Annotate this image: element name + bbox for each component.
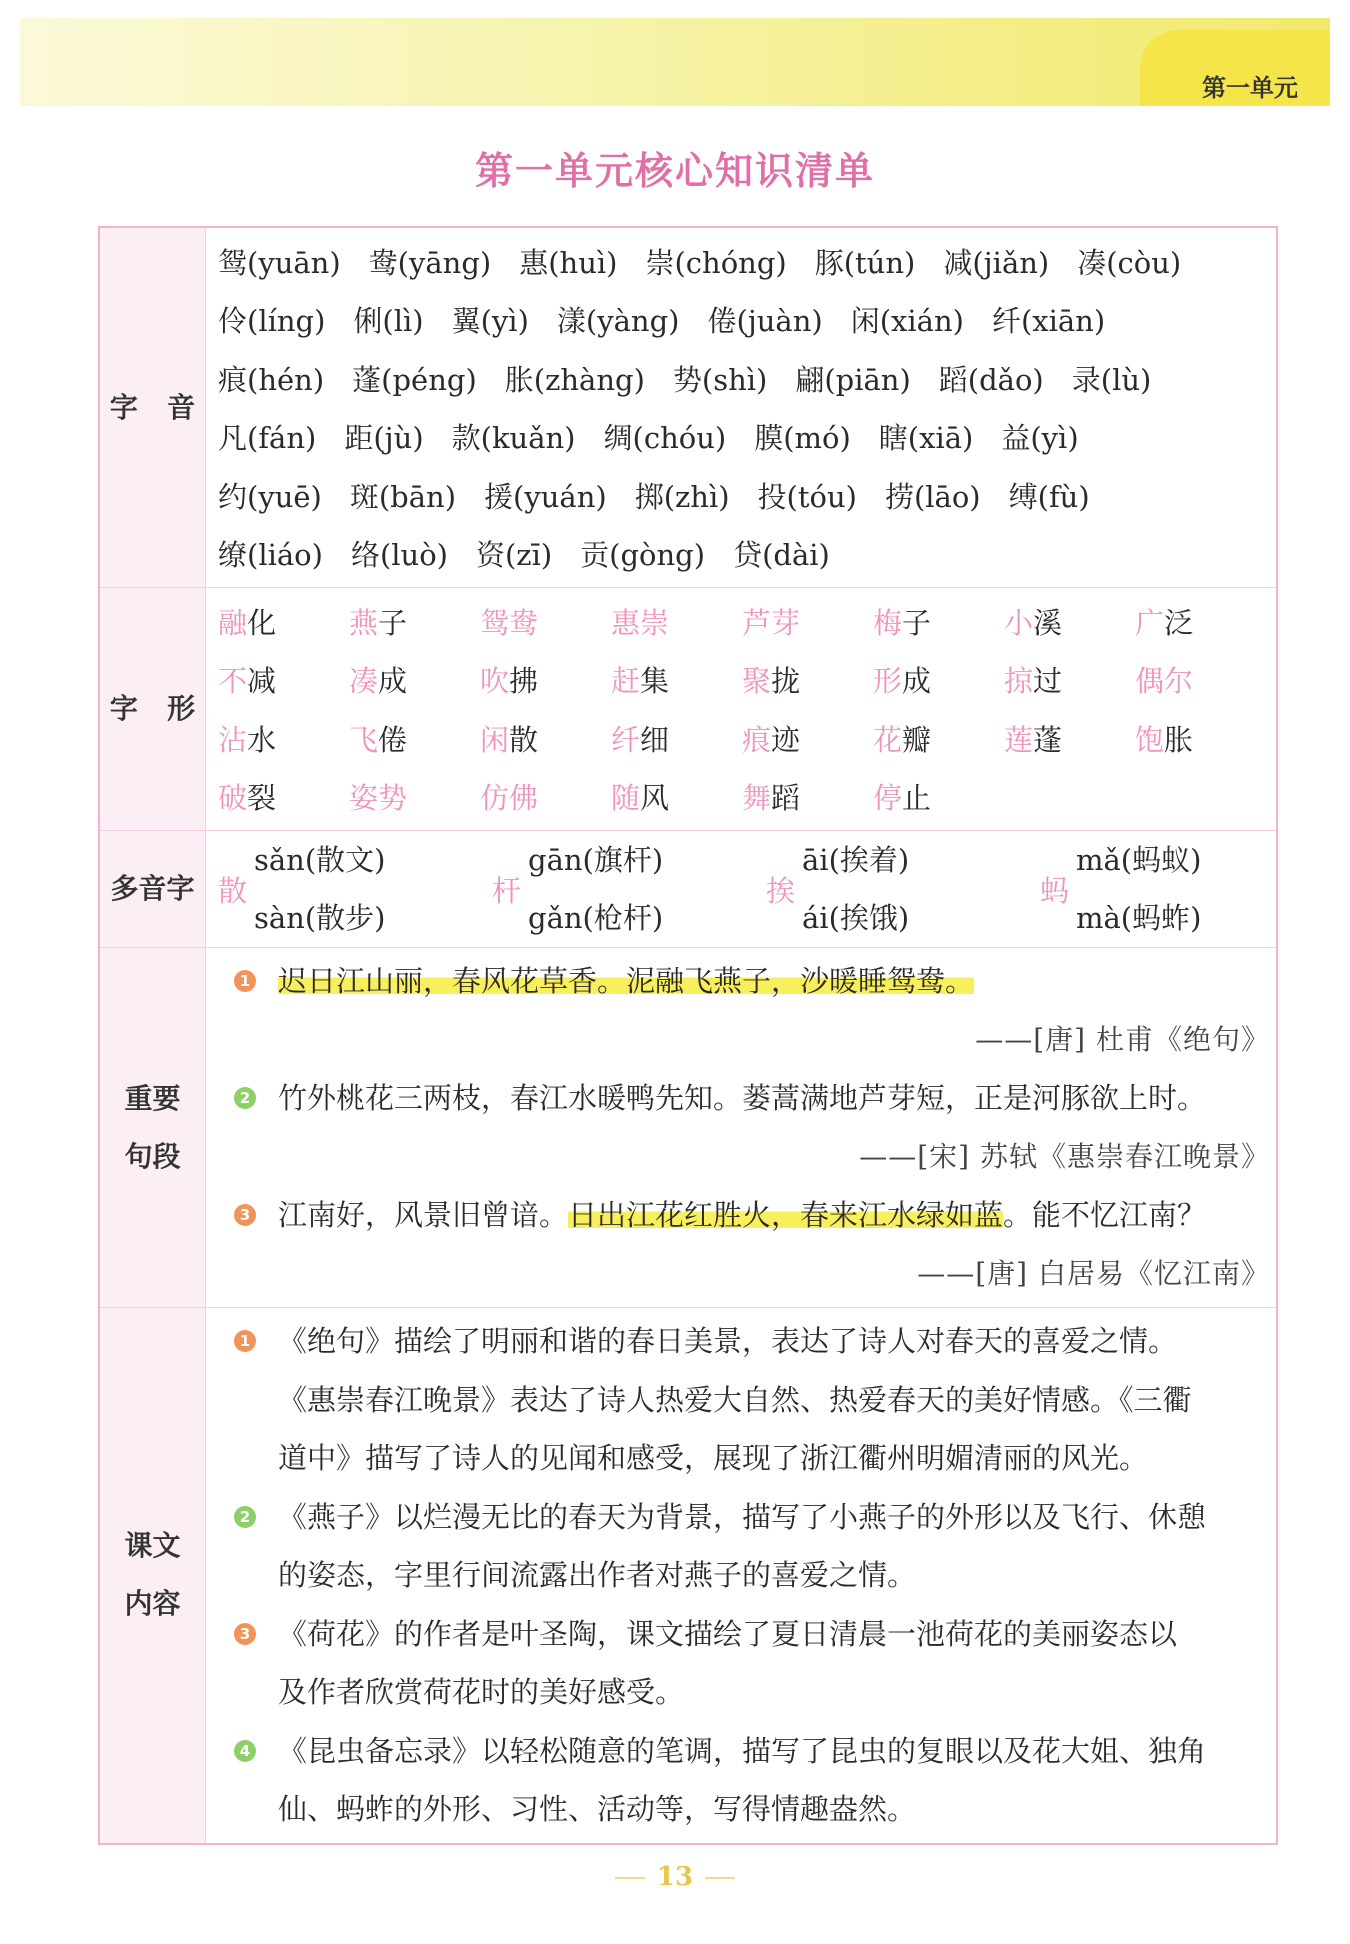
sentence-highlight: 迟日江山丽，春风花草香。泥融飞燕子，沙暖睡鸳鸯。	[278, 964, 975, 998]
polyphone-reading: āi(挨着)	[802, 843, 910, 877]
label-part: 重要	[124, 1081, 181, 1115]
number-badge: 2	[234, 1506, 256, 1528]
summary-body	[278, 1488, 1276, 1605]
word-row	[206, 651, 1276, 710]
pinyin-entry: 凡(fán)	[218, 421, 317, 456]
highlighted-char: 饱	[1135, 722, 1165, 757]
polyphone-reading: gān(旗杆)	[528, 843, 664, 877]
highlighted-char: 痕	[742, 722, 772, 757]
highlighted-char: 飞	[349, 722, 379, 757]
pinyin-entry: 蹈(dǎo)	[938, 362, 1044, 397]
word-entry	[349, 776, 480, 817]
polyphone-char: 杆	[492, 873, 522, 908]
plain-char: 集	[640, 664, 670, 699]
word-entry	[349, 601, 480, 642]
plain-char: 蹈	[771, 781, 801, 816]
word-entry	[742, 776, 873, 817]
pinyin-entry: 伶(líng)	[218, 304, 326, 339]
pinyin-entry: 蓬(péng)	[352, 362, 477, 397]
word-entry	[349, 659, 480, 700]
plain-char: 迹	[771, 722, 801, 757]
highlighted-char: 吹	[480, 664, 510, 699]
summary-line: 《燕子》以烂漫无比的春天为背景，描写了小燕子的外形以及飞行、休憩	[278, 1499, 1207, 1534]
highlighted-char: 姿势	[349, 781, 408, 816]
plain-char: 蓬	[1033, 722, 1063, 757]
plain-char: 胀	[1164, 722, 1194, 757]
polyphone-group	[480, 831, 754, 947]
pinyin-entry: 援(yuán)	[484, 479, 607, 514]
polyphone-group	[1028, 831, 1302, 947]
pinyin-entry: 俐(lì)	[353, 304, 424, 339]
label-part: 内容	[124, 1587, 181, 1621]
highlighted-char: 梅	[873, 605, 903, 640]
summary-line: 的姿态，字里行间流露出作者对燕子的喜爱之情。	[278, 1558, 917, 1592]
word-entry	[1135, 718, 1266, 759]
pinyin-entry: 缚(fù)	[1008, 479, 1090, 514]
pinyin-entry: 鸯(yāng)	[368, 245, 492, 280]
highlighted-char: 广	[1135, 605, 1165, 640]
section-label	[100, 1308, 206, 1843]
pinyin-entry: 绸(chóu)	[603, 421, 727, 456]
pinyin-row	[206, 232, 1276, 291]
pinyin-entry: 减(jiǎn)	[943, 245, 1050, 280]
pinyin-entry: 投(tóu)	[757, 479, 857, 514]
summary-body	[278, 1722, 1276, 1839]
sentence-item	[206, 1069, 1276, 1186]
summary-line: 仙、蚂蚱的外形、习性、活动等，写得情趣盎然。	[278, 1792, 917, 1826]
pinyin-entry: 胀(zhàng)	[504, 362, 645, 397]
sentence-post: 。能不忆江南？	[1003, 1198, 1207, 1232]
word-entry	[873, 776, 1004, 817]
word-entry	[480, 718, 611, 759]
plain-char: 倦	[378, 722, 408, 757]
header-band	[20, 18, 1330, 106]
page-number: 13	[0, 1862, 1350, 1892]
plain-char: 溪	[1033, 605, 1063, 640]
pinyin-entry: 络(luò)	[350, 538, 448, 573]
highlighted-char: 小	[1004, 605, 1034, 640]
plain-char: 散	[509, 722, 539, 757]
plain-char: 止	[902, 781, 932, 816]
word-entry	[218, 601, 349, 642]
plain-char: 细	[640, 722, 670, 757]
pinyin-entry: 约(yuē)	[218, 479, 322, 514]
pinyin-entry: 资(zī)	[475, 538, 553, 573]
highlighted-char: 凑	[349, 664, 379, 699]
word-row	[206, 768, 1276, 827]
plain-char: 裂	[247, 781, 277, 816]
sentence-source: ——[唐] 白居易《忆江南》	[917, 1256, 1270, 1290]
plain-char: 拂	[509, 664, 539, 699]
sentence-body	[278, 952, 1276, 1069]
pinyin-entry: 鸳(yuān)	[218, 245, 341, 280]
polyphone-group	[754, 831, 1028, 947]
polyphone-readings	[254, 831, 385, 947]
plain-char: 泛	[1164, 605, 1194, 640]
label-part: 音	[167, 390, 196, 424]
pinyin-entry: 距(jù)	[344, 421, 424, 456]
polyphone-readings	[1076, 831, 1201, 947]
plain-char: 过	[1033, 664, 1063, 699]
page-title: 第一单元核心知识清单	[474, 149, 875, 193]
pinyin-entry: 翩(piān)	[795, 362, 911, 397]
sentence-pre: 江南好，风景旧曾谙。	[278, 1198, 569, 1232]
highlighted-char: 花	[873, 722, 903, 757]
lesson-summary-list	[206, 1308, 1276, 1843]
summary-item	[206, 1312, 1276, 1488]
pinyin-entry: 贷(dài)	[733, 538, 830, 573]
pinyin-entry: 录(lù)	[1071, 362, 1152, 397]
sentence-pre: 竹外桃花三两枝，春江水暖鸭先知。蒌蒿满地芦芽短，正是河豚欲上时。	[278, 1081, 1207, 1115]
polyphone-char: 散	[218, 873, 248, 908]
pinyin-entry: 膜(mó)	[754, 421, 851, 456]
summary-line: 《绝句》描绘了明丽和谐的春日美景，表达了诗人对春天的喜爱之情。	[278, 1324, 1178, 1358]
polyphone-readings	[528, 831, 663, 947]
highlighted-char: 随	[611, 781, 641, 816]
highlighted-char: 舞	[742, 781, 772, 816]
highlighted-char: 掠	[1004, 664, 1034, 699]
summary-line: 及作者欣赏荷花时的美好感受。	[278, 1675, 685, 1709]
polyphone-char: 挨	[766, 873, 796, 908]
sentence-source: ——[宋] 苏轼《惠崇春江晚景》	[859, 1139, 1270, 1173]
highlighted-char: 不	[218, 664, 248, 699]
section-ju-duan	[100, 948, 1276, 1308]
word-entry	[611, 601, 742, 642]
summary-line: 《荷花》的作者是叶圣陶，课文描绘了夏日清晨一池荷花的美丽姿态以	[278, 1616, 1178, 1651]
section-label: 多音字	[100, 831, 206, 947]
sentence-highlight: 日出江花红胜火，春来江水绿如蓝	[568, 1198, 1004, 1232]
knowledge-table	[98, 226, 1278, 1845]
highlighted-char: 莲	[1004, 722, 1034, 757]
highlighted-char: 停	[873, 781, 903, 816]
section-label	[100, 228, 206, 587]
word-entry	[480, 659, 611, 700]
pinyin-row	[206, 291, 1276, 350]
section-label	[100, 948, 206, 1307]
plain-char: 成	[378, 664, 408, 699]
pinyin-row	[206, 466, 1276, 525]
label-part: 形	[167, 692, 196, 725]
pinyin-entry: 款(kuǎn)	[451, 421, 576, 456]
pinyin-entry: 漾(yàng)	[556, 304, 680, 339]
pinyin-entry: 势(shì)	[672, 362, 768, 397]
pinyin-entry: 贡(gòng)	[580, 538, 706, 573]
number-badge: 3	[234, 1204, 256, 1226]
highlighted-char: 纤	[611, 722, 641, 757]
section-label	[100, 588, 206, 830]
section-ke-wen	[100, 1308, 1276, 1843]
number-badge: 1	[234, 970, 256, 992]
word-entry	[218, 659, 349, 700]
word-entry	[1135, 601, 1266, 642]
word-entry	[480, 601, 611, 642]
word-entry	[611, 659, 742, 700]
plain-char: 子	[378, 605, 408, 640]
pinyin-entry: 惠(huì)	[519, 245, 618, 280]
pinyin-entry: 闲(xián)	[850, 304, 964, 339]
word-entry	[611, 776, 742, 817]
word-entry	[480, 776, 611, 817]
word-entry	[742, 601, 873, 642]
plain-char: 化	[247, 605, 277, 640]
summary-item	[206, 1488, 1276, 1605]
pinyin-entry: 凑(còu)	[1077, 245, 1182, 280]
summary-body	[278, 1605, 1276, 1722]
word-entry	[873, 718, 1004, 759]
word-entry	[873, 601, 1004, 642]
number-badge: 3	[234, 1623, 256, 1645]
section-zi-xing	[100, 588, 1276, 831]
highlighted-char: 聚	[742, 664, 772, 699]
word-entry	[742, 718, 873, 759]
word-entry	[742, 659, 873, 700]
sentence-list	[206, 948, 1276, 1307]
highlighted-char: 芦芽	[742, 605, 801, 640]
sentence-body	[278, 1186, 1276, 1303]
highlighted-char: 形	[873, 664, 903, 699]
pinyin-row	[206, 408, 1276, 467]
number-badge: 1	[234, 1330, 256, 1352]
polyphone-reading: mà(蚂蚱)	[1076, 901, 1202, 935]
highlighted-char: 偶尔	[1135, 664, 1194, 699]
word-entry	[349, 718, 480, 759]
word-entry	[218, 776, 349, 817]
pinyin-entry: 纤(xiān)	[991, 304, 1106, 339]
pinyin-entry: 斑(bān)	[349, 479, 457, 514]
pinyin-row	[206, 525, 1276, 584]
highlighted-char: 燕	[349, 605, 379, 640]
polyphone-readings	[802, 831, 909, 947]
highlighted-char: 闲	[480, 722, 510, 757]
highlighted-char: 破	[218, 781, 248, 816]
polyphone-char: 蚂	[1040, 873, 1070, 908]
highlighted-char: 沾	[218, 722, 248, 757]
sentence-text	[278, 1186, 1276, 1245]
pinyin-entry: 捞(lāo)	[884, 479, 981, 514]
word-entry	[1004, 601, 1135, 642]
word-entry	[1004, 659, 1135, 700]
label-part: 字	[109, 390, 138, 424]
sentence-source: ——[唐] 杜甫《绝句》	[975, 1022, 1270, 1056]
plain-char: 风	[640, 781, 670, 816]
section-duo-yin	[100, 831, 1276, 948]
plain-char: 拢	[771, 664, 801, 699]
sentence-body	[278, 1069, 1276, 1186]
polyphone-reading: gǎn(枪杆)	[528, 901, 664, 935]
polyphone-list	[206, 831, 1302, 947]
highlighted-char: 融	[218, 605, 248, 640]
polyphone-reading: mǎ(蚂蚁)	[1076, 843, 1202, 877]
word-row	[206, 709, 1276, 768]
word-entry	[611, 718, 742, 759]
pinyin-entry: 翼(yì)	[451, 304, 529, 339]
summary-item	[206, 1605, 1276, 1722]
number-badge: 2	[234, 1087, 256, 1109]
sentence-text	[278, 952, 1276, 1011]
pinyin-entry: 痕(hén)	[218, 362, 325, 397]
plain-char: 子	[902, 605, 932, 640]
summary-item	[206, 1722, 1276, 1839]
highlighted-char: 惠崇	[611, 605, 670, 640]
sentence-item	[206, 952, 1276, 1069]
summary-line: 《惠崇春江晚景》表达了诗人热爱大自然、热爱春天的美好情感。《三衢	[278, 1382, 1192, 1417]
pinyin-entry: 掷(zhì)	[634, 479, 730, 514]
label-part: 句段	[124, 1139, 181, 1173]
polyphone-group	[206, 831, 480, 947]
word-entry	[1135, 659, 1266, 700]
label-part: 课文	[124, 1529, 181, 1563]
polyphone-reading: sǎn(散文)	[254, 843, 386, 877]
word-entry	[1004, 718, 1135, 759]
pinyin-entry: 瞎(xiā)	[878, 421, 974, 456]
unit-tab-label: 第一单元	[1202, 74, 1298, 102]
plain-char: 瓣	[902, 722, 932, 757]
pinyin-entry: 豚(tún)	[814, 245, 916, 280]
highlighted-char: 仿佛	[480, 781, 539, 816]
word-entry	[873, 659, 1004, 700]
polyphone-reading: ái(挨饿)	[802, 901, 910, 935]
pinyin-row	[206, 349, 1276, 408]
pinyin-entry: 缭(liáo)	[218, 538, 323, 573]
word-row	[206, 592, 1276, 651]
pinyin-entry: 崇(chóng)	[645, 245, 787, 280]
summary-line: 《昆虫备忘录》以轻松随意的笔调，描写了昆虫的复眼以及花大姐、独角	[278, 1733, 1207, 1768]
sentence-item	[206, 1186, 1276, 1303]
summary-body	[278, 1312, 1276, 1488]
highlighted-char: 鸳鸯	[480, 605, 539, 640]
pinyin-entry: 益(yì)	[1001, 421, 1079, 456]
summary-line: 道中》描写了诗人的见闻和感受，展现了浙江衢州明媚清丽的风光。	[278, 1441, 1149, 1475]
highlighted-char: 赶	[611, 664, 641, 699]
number-badge: 4	[234, 1740, 256, 1762]
plain-char: 成	[902, 664, 932, 699]
plain-char: 水	[247, 722, 277, 757]
pinyin-entry: 倦(juàn)	[707, 304, 823, 339]
polyphone-reading: sàn(散步)	[254, 901, 386, 935]
word-list	[206, 588, 1276, 830]
plain-char: 减	[247, 664, 277, 699]
section-zi-yin	[100, 228, 1276, 588]
word-entry	[218, 718, 349, 759]
sentence-text	[278, 1069, 1276, 1128]
label-part: 字	[109, 692, 138, 725]
pinyin-list	[206, 228, 1276, 587]
